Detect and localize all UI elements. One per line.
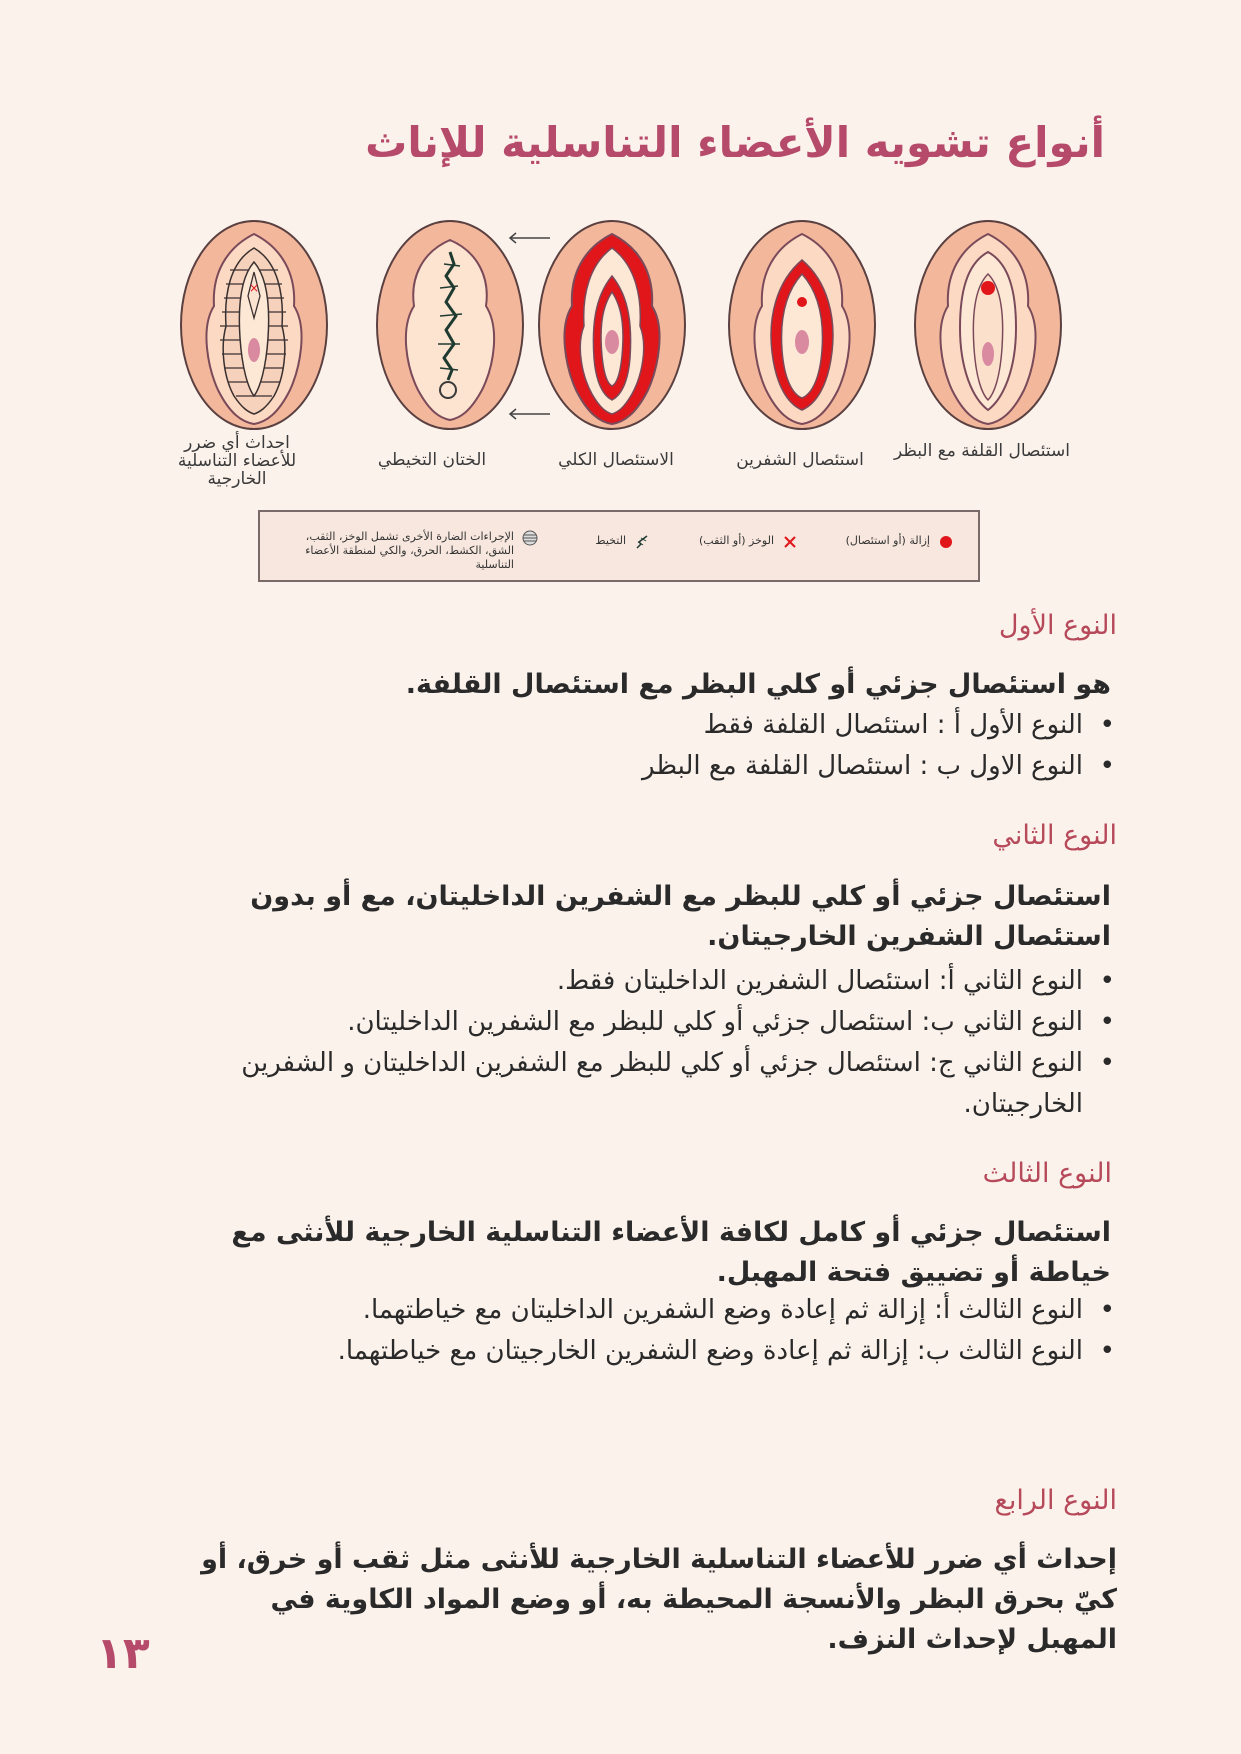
diagram-label-infibulation: الختان التخيطي	[377, 450, 487, 470]
list-item: • النوع الثالث ب: إزالة ثم إعادة وضع الشفرين الخارجيتان مع خياطتهما.	[283, 1331, 1083, 1372]
bullet-list-type2	[183, 961, 1083, 1125]
section-heading-type1: النوع الأول	[998, 610, 1117, 641]
legend-label-prick: الوخز (أو الثقب)	[699, 534, 774, 547]
fgm-types-diagram	[178, 218, 1068, 438]
striped-circle-icon	[522, 530, 538, 546]
page-number: ١٣	[96, 1628, 150, 1679]
diagram-legend	[258, 510, 980, 582]
diagram-label-clitoridectomy: استئصال القلفة مع البظر	[893, 441, 1071, 461]
list-item: • النوع الثاني ب: استئصال جزئي أو كلي للبظر مع الشفرين الداخليتان.	[183, 1002, 1083, 1043]
diagram-infibulation	[374, 218, 526, 432]
section-heading-type4: النوع الرابع	[994, 1485, 1117, 1516]
list-item: • النوع الثاني ج: استئصال جزئي أو كلي للبظر مع الشفرين الداخليتان و الشفرين الخارجيتان.	[183, 1043, 1083, 1125]
list-item: • النوع الاول ب : استئصال القلفة مع البظر	[183, 746, 1083, 787]
diagram-label-total-removal: الاستئصال الكلي	[558, 450, 674, 470]
section-heading-type3: النوع الثالث	[982, 1158, 1112, 1189]
diagram-other-harm	[178, 218, 330, 432]
legend-label-other: الإجراءات الضارة الأخرى تشمل الوخز، الثقب، الشق، الكشط، الحرق، والكي لمنطقة الأعضاء التناسلية	[305, 530, 514, 571]
diagram-label-other-harm: احداث أي ضرر للأعضاء التناسلية الخارجية	[177, 433, 297, 489]
section-desc-type4: إحداث أي ضرر للأعضاء التناسلية الخارجية للأنثى مثل ثقب أو خرق، أو كيّ بحرق البظر والأنسجة المحيطة به، أو وضع المواد الكاوية في المهبل لإحداث النزف.	[201, 1544, 1117, 1655]
legend-item-removal	[846, 534, 954, 550]
legend-item-stitching	[595, 534, 650, 550]
section-desc-type3: استئصال جزئي أو كامل لكافة الأعضاء التناسلية الخارجية للأنثى مع خياطة أو تضييق فتحة المهبل.	[231, 1217, 1111, 1288]
page-title: أنواع تشويه الأعضاء التناسلية للإناث	[365, 118, 1105, 167]
legend-label-stitching: التخيط	[595, 534, 626, 547]
red-dot-icon	[938, 534, 954, 550]
diagram-clitoridectomy	[912, 218, 1064, 432]
section-desc-type1: هو استئصال جزئي أو كلي البظر مع استئصال القلفة.	[405, 669, 1111, 700]
bullet-list-type1	[183, 705, 1083, 787]
diagram-label-excision: استئصال الشفرين	[736, 450, 864, 470]
list-item: • النوع الثاني أ: استئصال الشفرين الداخليتان فقط.	[183, 961, 1083, 1002]
bullet-list-type3	[283, 1290, 1083, 1372]
list-item: • النوع الثالث أ: إزالة ثم إعادة وضع الشفرين الداخليتان مع خياطتهما.	[283, 1290, 1083, 1331]
diagram-total-removal	[536, 218, 688, 432]
legend-label-removal: إزالة (أو استئصال)	[845, 534, 930, 547]
list-item: • النوع الأول أ : استئصال القلفة فقط	[183, 705, 1083, 746]
diagram-excision	[726, 218, 878, 432]
red-cross-icon	[782, 534, 798, 550]
svg-text:×: ×	[248, 281, 260, 295]
section-heading-type2: النوع الثاني	[992, 820, 1117, 851]
section-desc-type2: استئصال جزئي أو كلي للبظر مع الشفرين الداخليتان، مع أو بدون استئصال الشفرين الخارجيتان.	[250, 881, 1111, 952]
stitch-icon	[634, 534, 650, 550]
legend-item-other	[278, 530, 538, 572]
legend-item-prick	[699, 534, 798, 550]
